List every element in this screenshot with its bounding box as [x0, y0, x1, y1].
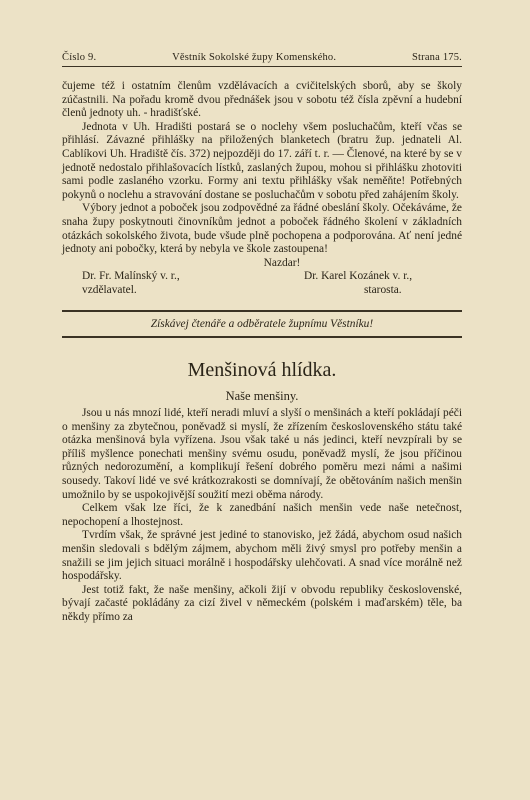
signatures — [62, 270, 462, 297]
page-body — [62, 80, 462, 625]
signature-left-name: Dr. Fr. Malínský v. r., — [82, 270, 180, 283]
closing-salute: Nazdar! — [263, 256, 301, 269]
signature-left — [62, 270, 254, 297]
page-number: Strana 175. — [411, 52, 462, 63]
intro-paragraph-1: čujeme též i ostatním členům vzdělávacích a cvičitelských sborů, aby se školy zúčastnili. Na pořadu kromě dvou přednášek jsou v sobotu též čísla zpěvní a hudební členů jednoty uh. - hradišťské. — [62, 80, 462, 120]
signature-left-role: vzdělavatel. — [82, 283, 137, 296]
section-paragraph-3: Tvrdím však, že správné jest jediné to stanovisko, jež žádá, abychom osud našich menšin sledovali s bdělým zájmem, abychom měli živý smysl pro potřeby menšin a snažili se jim jejich situaci morálně i hospodářsky ulehčovati. A snad více morálně než hospodářsky. — [62, 529, 462, 583]
signature-right — [270, 270, 462, 297]
journal-title: Věstník Sokolské župy Komenského. — [172, 52, 337, 63]
signature-right-role: starosta. — [364, 283, 402, 296]
signature-right-name: Dr. Karel Kozánek v. r., — [304, 270, 413, 283]
section-title: Menšinová hlídka. — [187, 359, 337, 382]
intro-paragraph-2: Jednota v Uh. Hradišti postará se o noclehy všem posluchačům, kteří včas se přihlásí. Závazné přihlášky na přiložených blanketech (bratru žup. jednateli Al. Cablíkovi Uh. Hradiště čís. 372) nejpozději do 17. září t. r. — Členové, na které by se v jednotě nedostalo přihlašovacích lístků, zaslaných župou, mohou si přihlášku zhotoviti sami podle zaslaného vzorku. Formy ani textu přihlášky však neměňte! Potřebných pokynů o noclehu a stravování dostane se posluchačům v sobotu před zahájením školy. — [62, 120, 462, 201]
issue-number: Číslo 9. — [62, 52, 97, 63]
section-paragraph-2: Celkem však lze říci, že k zanedbání našich menšin vede naše netečnost, nepochopení a lhostejnost. — [62, 502, 462, 528]
section-paragraph-4: Jest totiž fakt, že naše menšiny, ačkoli žijí v obvodu republiky československé, bývají začasté pokládány za cizí živel v německém (polském i maďarském) těle, ba někdy přímo za — [62, 583, 462, 623]
running-header — [62, 52, 462, 67]
intro-paragraph-3: Výbory jednot a poboček jsou zodpovědné za řádné obeslání školy. Očekáváme, že snaha župy poskytnouti činovníkům jednot a poboček řádného školení v základních otázkách sokolského života, bude všude plně pochopena a podporována. Ať není jedné jednoty ani pobočky, která by nebyla ve škole zastoupena! — [62, 202, 462, 256]
subscription-banner: Získávej čtenáře a odběratele župnímu Věstníku! — [62, 310, 462, 339]
section-subtitle: Naše menšiny. — [225, 389, 299, 404]
section-paragraph-1: Jsou u nás mnozí lidé, kteří neradi mluví a slyší o menšinách a kteří pokládají péči o menšiny za zbytečnou, poněvadž si myslí, že zřízením československého státu také otázka menšinová byla vyřízena. Jsou však také u nás jedinci, kteří nevzpírali by se příliš myšlence ponechati menšiny svému osudu, poněvadž myslí, že jsou příčinou různých nedorozumění, a komplikují řešení dobrého poměru mezi námi a našimi sousedy. Takoví lidé ve své krátkozrakosti se domnívají, že obětováním našich menšin umožnilo by se uspokojivější soužití mezi oběma národy. — [62, 407, 462, 501]
